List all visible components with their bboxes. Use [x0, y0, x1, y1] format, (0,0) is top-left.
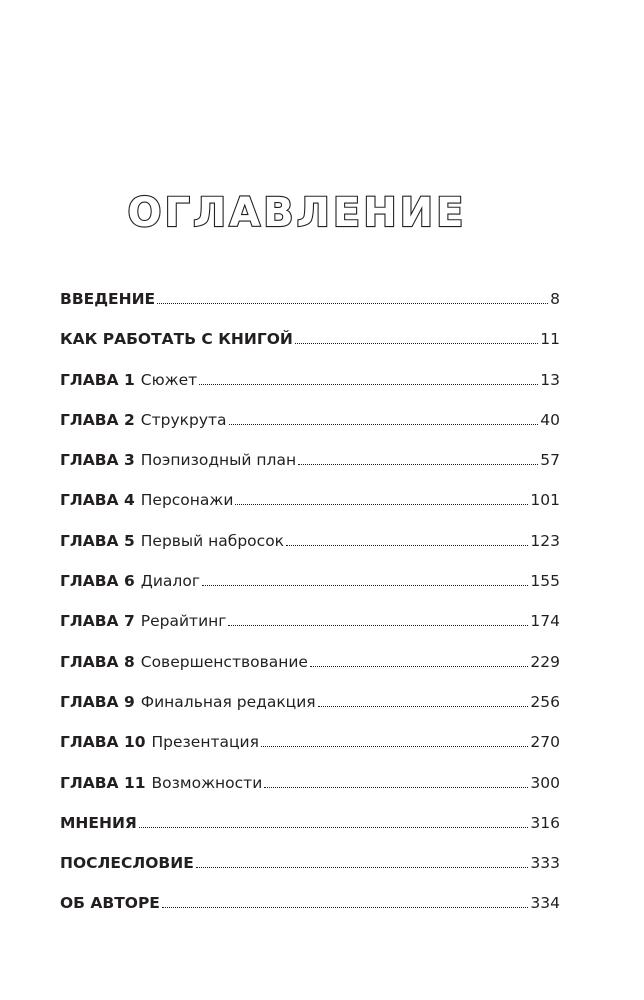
- toc-entry[interactable]: [60, 451, 560, 491]
- dot-leader: [229, 424, 539, 425]
- dot-leader: [162, 907, 529, 908]
- toc-entry-text: [60, 612, 226, 630]
- toc-entry-label: ГЛАВА 2: [60, 410, 135, 429]
- toc-entry-subtitle: Первый набросок: [140, 531, 285, 550]
- toc-page-number: 229: [530, 652, 560, 671]
- toc-entry-text: [60, 451, 296, 469]
- table-of-contents: [60, 290, 560, 935]
- toc-page-number: 256: [530, 692, 560, 711]
- toc-page-number: 316: [530, 813, 560, 832]
- toc-page-number: 123: [530, 531, 560, 550]
- dot-leader: [157, 303, 548, 304]
- dot-leader: [261, 746, 528, 747]
- toc-entry[interactable]: [60, 894, 560, 934]
- toc-entry-label: ГЛАВА 5: [60, 531, 135, 550]
- toc-page-number: 8: [550, 290, 560, 308]
- toc-entry[interactable]: [60, 532, 560, 572]
- toc-entry-label: ГЛАВА 6: [60, 572, 135, 591]
- toc-entry-subtitle: Персонажи: [140, 491, 234, 510]
- toc-entry[interactable]: [60, 653, 560, 693]
- toc-entry-subtitle: Рерайтинг: [140, 612, 227, 631]
- toc-page-number: 174: [530, 612, 560, 631]
- toc-entry-text: [60, 733, 259, 751]
- toc-page-number: 57: [540, 451, 560, 470]
- toc-entry-text: [60, 814, 137, 832]
- dot-leader: [202, 585, 528, 586]
- toc-entry-label: ПОСЛЕСЛОВИЕ: [60, 854, 194, 873]
- toc-entry[interactable]: [60, 330, 560, 370]
- toc-entry-text: [60, 653, 308, 671]
- toc-page-number: 13: [540, 370, 560, 389]
- toc-entry-text: [60, 532, 284, 550]
- toc-entry-label: ВВЕДЕНИЕ: [60, 290, 156, 308]
- toc-entry-subtitle: Презентация: [151, 733, 259, 752]
- toc-entry[interactable]: [60, 774, 560, 814]
- toc-entry-label: ГЛАВА 10: [60, 733, 146, 752]
- toc-entry-text: [60, 290, 155, 308]
- dot-leader: [228, 625, 528, 626]
- toc-entry[interactable]: [60, 290, 560, 330]
- page-title: ОГЛАВЛЕНИЕ: [127, 190, 467, 236]
- dot-leader: [310, 666, 528, 667]
- dot-leader: [139, 827, 529, 828]
- toc-entry-label: КАК РАБОТАТЬ С КНИГОЙ: [60, 330, 293, 349]
- toc-entry-text: [60, 693, 316, 711]
- toc-entry[interactable]: [60, 371, 560, 411]
- toc-entry-label: ГЛАВА 1: [60, 370, 135, 389]
- toc-page-number: 11: [540, 330, 560, 349]
- toc-entry-text: [60, 854, 194, 872]
- toc-entry[interactable]: [60, 612, 560, 652]
- toc-entry-subtitle: Диалог: [140, 572, 200, 591]
- dot-leader: [295, 343, 538, 344]
- dot-leader: [196, 867, 529, 868]
- toc-entry-text: [60, 371, 197, 389]
- toc-page-number: 270: [530, 733, 560, 752]
- toc-entry-label: ГЛАВА 9: [60, 692, 135, 711]
- toc-entry-label: ГЛАВА 7: [60, 612, 135, 631]
- toc-entry[interactable]: [60, 491, 560, 531]
- toc-entry[interactable]: [60, 814, 560, 854]
- toc-entry-subtitle: Струкрута: [140, 410, 227, 429]
- toc-entry-text: [60, 894, 160, 912]
- dot-leader: [286, 545, 528, 546]
- toc-entry-label: ГЛАВА 4: [60, 491, 135, 510]
- toc-page-number: 155: [530, 572, 560, 591]
- toc-entry-text: [60, 774, 262, 792]
- toc-entry-text: [60, 491, 233, 509]
- toc-entry[interactable]: [60, 693, 560, 733]
- toc-page-number: 333: [530, 854, 560, 873]
- toc-page-number: 101: [530, 491, 560, 510]
- toc-entry-subtitle: Возможности: [151, 773, 263, 792]
- toc-entry-text: [60, 330, 293, 348]
- toc-entry[interactable]: [60, 572, 560, 612]
- dot-leader: [235, 504, 528, 505]
- toc-entry-label: МНЕНИЯ: [60, 813, 137, 832]
- toc-entry-text: [60, 572, 200, 590]
- toc-page-number: 334: [530, 894, 560, 913]
- toc-entry-label: ГЛАВА 8: [60, 652, 135, 671]
- dot-leader: [318, 706, 529, 707]
- toc-entry-subtitle: Финальная редакция: [140, 692, 316, 711]
- toc-entry-subtitle: Поэпизодный план: [140, 451, 297, 470]
- toc-entry-label: ГЛАВА 11: [60, 773, 146, 792]
- toc-entry-text: [60, 411, 227, 429]
- toc-entry-label: ОБ АВТОРЕ: [60, 894, 160, 913]
- toc-entry[interactable]: [60, 411, 560, 451]
- toc-page-number: 300: [530, 773, 560, 792]
- toc-page-number: 40: [540, 410, 560, 429]
- dot-leader: [298, 464, 538, 465]
- toc-entry-subtitle: Совершенствование: [140, 652, 308, 671]
- toc-entry[interactable]: [60, 854, 560, 894]
- toc-entry-subtitle: Сюжет: [140, 370, 198, 389]
- toc-entry-label: ГЛАВА 3: [60, 451, 135, 470]
- toc-entry[interactable]: [60, 733, 560, 773]
- dot-leader: [264, 787, 528, 788]
- dot-leader: [199, 384, 538, 385]
